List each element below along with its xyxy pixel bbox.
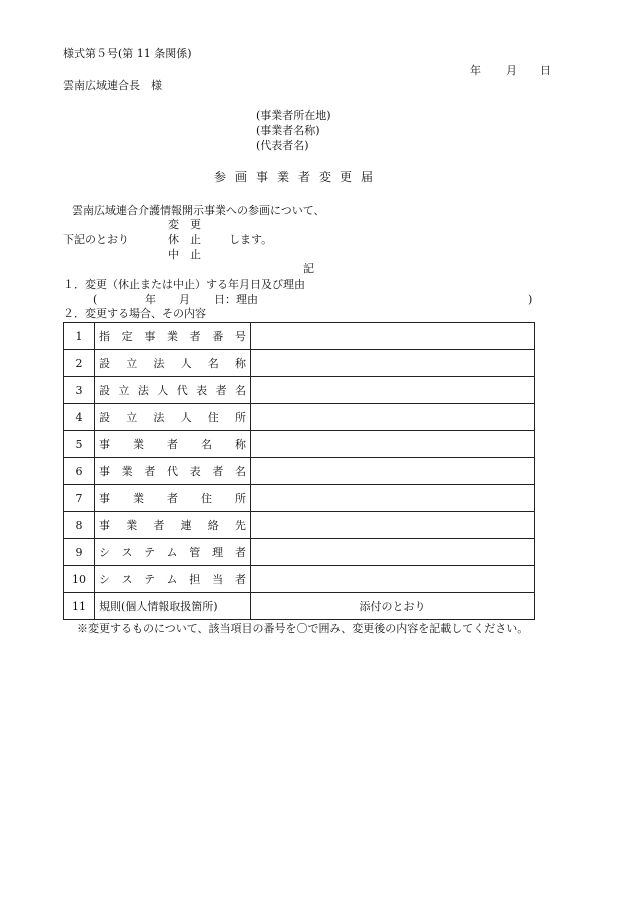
document-title: 参画事業者変更届	[214, 170, 383, 184]
table-row	[64, 539, 535, 566]
row-number: 4	[64, 404, 95, 431]
body-prefix: 下記のとおり	[63, 233, 129, 246]
row-item: 事業者住所	[95, 485, 251, 512]
intro-text: 雲南広域連合介護情報開示事業への参画について、	[72, 204, 325, 217]
row-content: 添付のとおり	[251, 593, 535, 620]
row-number: 2	[64, 350, 95, 377]
table-row	[64, 593, 535, 620]
applicant-representative-label: (代表者名)	[256, 139, 309, 152]
row-item: 指定事業者番号	[95, 323, 251, 350]
row-content[interactable]	[251, 539, 535, 566]
footnote: ※変更するものについて、該当項目の番号を〇で囲み、変更後の内容を記載してください。	[77, 622, 529, 635]
section1-close-paren: )	[528, 293, 533, 306]
recipient: 雲南広域連合長 様	[63, 79, 162, 92]
row-item: 規則(個人情報取扱箇所)	[95, 593, 251, 620]
section1-day-reason: 日：理由	[214, 293, 258, 306]
row-item: 設立法人名称	[95, 350, 251, 377]
applicant-address-label: (事業者所在地)	[256, 109, 331, 122]
row-content[interactable]	[251, 377, 535, 404]
ki-label: 記	[303, 262, 314, 275]
table-row	[64, 431, 535, 458]
row-item: 事業者名称	[95, 431, 251, 458]
row-number: 9	[64, 539, 95, 566]
table-row	[64, 350, 535, 377]
date-month-label: 月	[506, 64, 517, 77]
option-suspend: 休 止	[168, 233, 201, 246]
applicant-name-label: (事業者名称)	[256, 124, 320, 137]
row-item: 事業者代表者名	[95, 458, 251, 485]
table-row	[64, 512, 535, 539]
row-number: 8	[64, 512, 95, 539]
row-content[interactable]	[251, 350, 535, 377]
row-content[interactable]	[251, 431, 535, 458]
row-number: 5	[64, 431, 95, 458]
row-item: 設立法人代表者名	[95, 377, 251, 404]
row-content[interactable]	[251, 566, 535, 593]
row-content[interactable]	[251, 512, 535, 539]
form-number: 様式第５号(第 11 条関係)	[63, 47, 192, 60]
section1-year: 年	[145, 293, 156, 306]
row-content[interactable]	[251, 458, 535, 485]
section1-open-paren: (	[93, 293, 98, 306]
row-number: 7	[64, 485, 95, 512]
body-suffix: します。	[229, 233, 273, 246]
row-item: 事業者連絡先	[95, 512, 251, 539]
row-number: 3	[64, 377, 95, 404]
row-number: 11	[64, 593, 95, 620]
table-row	[64, 404, 535, 431]
table-row	[64, 566, 535, 593]
row-content[interactable]	[251, 404, 535, 431]
option-change: 変 更	[168, 218, 201, 231]
table-row	[64, 323, 535, 350]
table-row	[64, 377, 535, 404]
row-content[interactable]	[251, 323, 535, 350]
row-number: 1	[64, 323, 95, 350]
row-item: システム担当者	[95, 566, 251, 593]
row-content[interactable]	[251, 485, 535, 512]
section1-heading: １．変更（休止または中止）する年月日及び理由	[63, 278, 305, 291]
change-items-table	[63, 322, 535, 620]
option-stop: 中 止	[168, 248, 201, 261]
row-number: 10	[64, 566, 95, 593]
date-day-label: 日	[540, 64, 551, 77]
row-number: 6	[64, 458, 95, 485]
table-row	[64, 485, 535, 512]
section1-month: 月	[179, 293, 190, 306]
section2-heading: ２．変更する場合、その内容	[63, 307, 206, 320]
row-item: 設立法人住所	[95, 404, 251, 431]
table-row	[64, 458, 535, 485]
date-year-label: 年	[470, 64, 481, 77]
row-item: システム管理者	[95, 539, 251, 566]
